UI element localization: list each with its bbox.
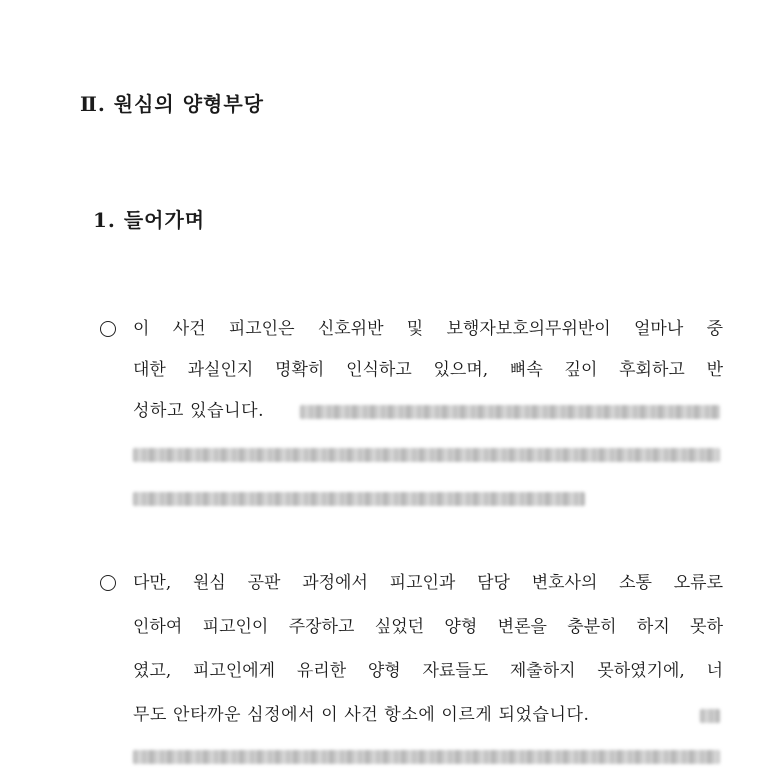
paragraph-2-line-2: 인하여 피고인이 주장하고 싶었던 양형 변론을 충분히 하지 못하 xyxy=(133,617,723,637)
redacted-text xyxy=(133,448,720,462)
redacted-text xyxy=(700,709,720,723)
paragraph-1-line-1: 이 사건 피고인은 신호위반 및 보행자보호의무위반이 얼마나 중 xyxy=(133,319,723,339)
redacted-text xyxy=(133,750,720,764)
paragraph-2-line-4: 무도 안타까운 심정에서 이 사건 항소에 이르게 되었습니다. xyxy=(133,705,590,725)
paragraph-2-line-1: 다만, 원심 공판 과정에서 피고인과 담당 변호사의 소통 오류로 xyxy=(133,573,723,593)
section-heading: Ⅱ. 원심의 양형부당 xyxy=(80,92,264,116)
redacted-text xyxy=(300,405,720,419)
paragraph-2-line-3: 였고, 피고인에게 유리한 양형 자료들도 제출하지 못하였기에, 너 xyxy=(133,661,723,681)
bullet-circle-icon xyxy=(100,321,116,337)
paragraph-1-line-2: 대한 과실인지 명확히 인식하고 있으며, 뼈속 깊이 후회하고 반 xyxy=(133,360,723,380)
subsection-heading: 1. 들어가며 xyxy=(93,208,206,232)
bullet-circle-icon xyxy=(100,575,116,591)
paragraph-1-line-3: 성하고 있습니다. xyxy=(133,401,265,421)
redacted-text xyxy=(133,492,585,506)
